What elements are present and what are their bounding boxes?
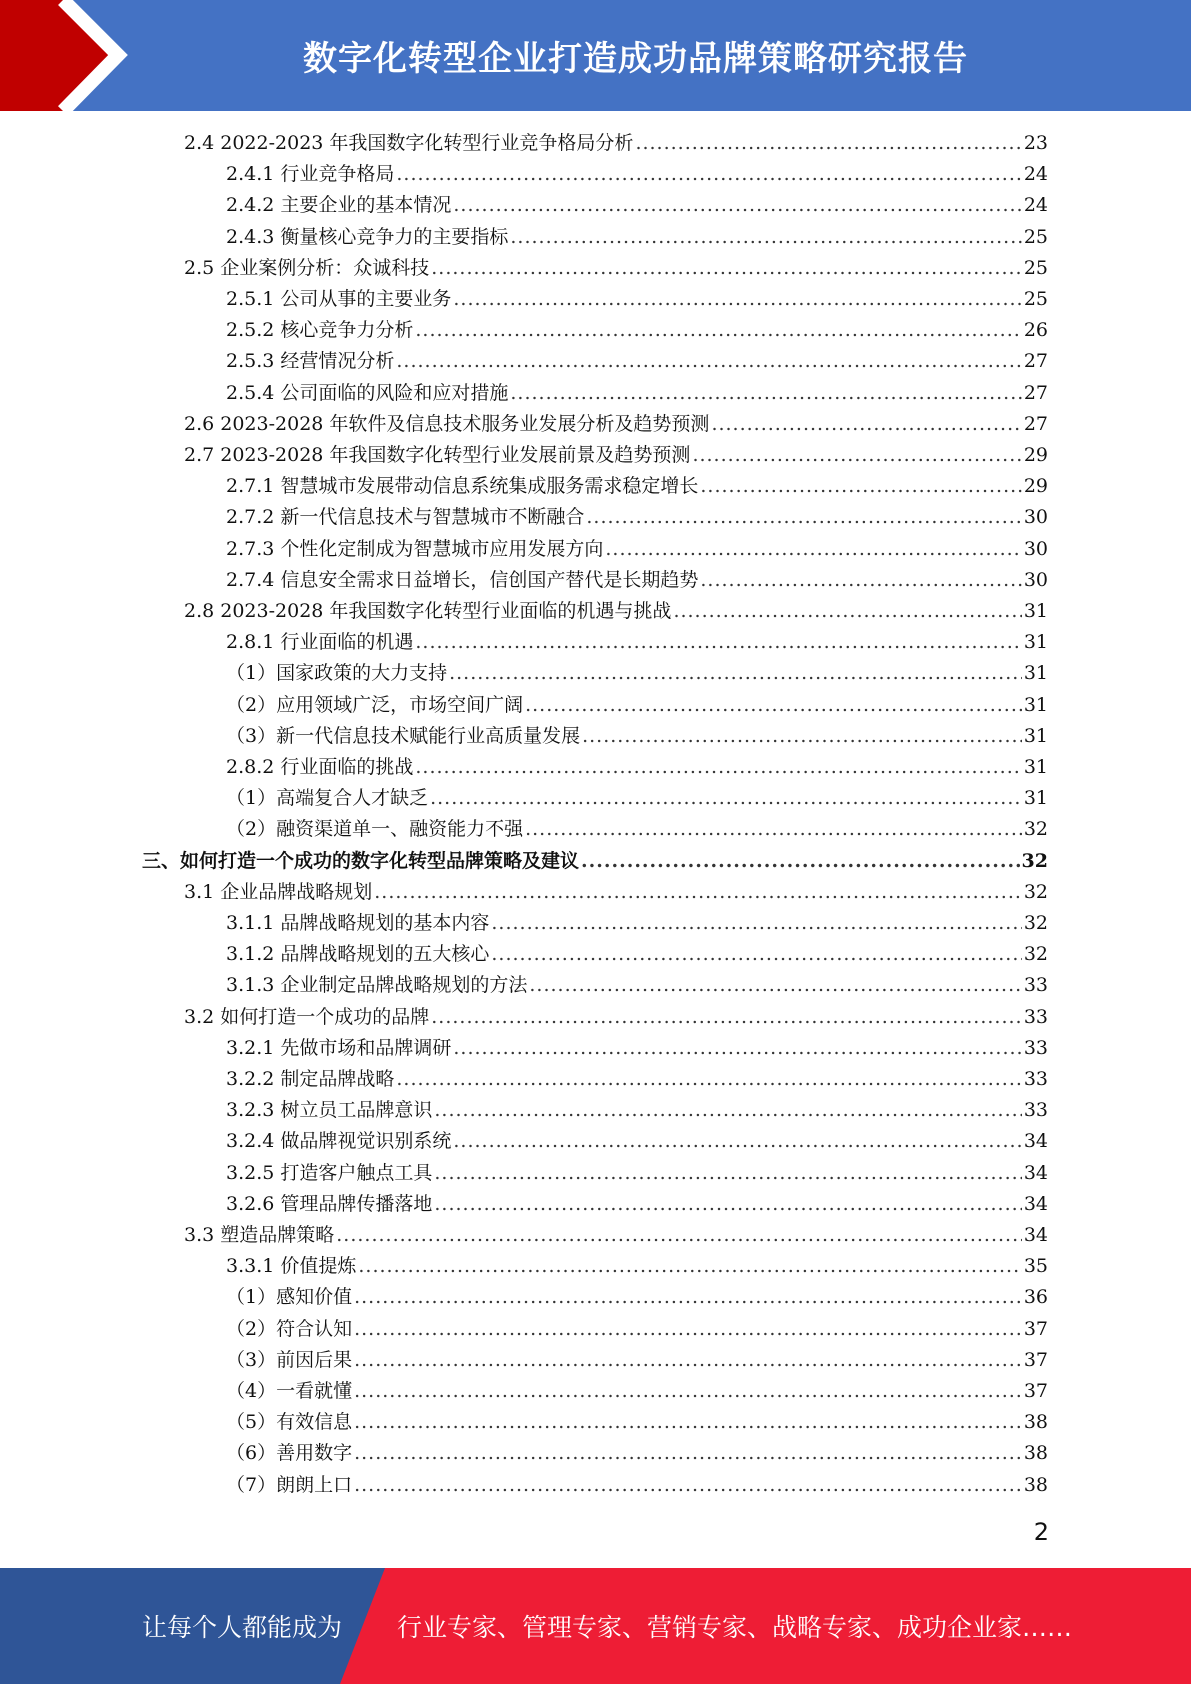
toc-entry-page: 33 xyxy=(1023,1068,1048,1090)
toc-entry[interactable] xyxy=(226,1345,1048,1376)
toc-entry[interactable] xyxy=(226,690,1048,721)
toc-entry[interactable] xyxy=(226,1126,1048,1157)
toc-leader-dots xyxy=(431,253,1022,284)
toc-entry-page: 33 xyxy=(1023,1006,1048,1028)
toc-entry-label: 2.4 2022-2023 年我国数字化转型行业竞争格局分析 xyxy=(184,132,634,154)
toc-entry-label: （3）新一代信息技术赋能行业高质量发展 xyxy=(226,725,581,747)
toc-leader-dots xyxy=(396,1064,1021,1095)
toc-leader-dots xyxy=(434,1189,1021,1220)
toc-entry[interactable] xyxy=(226,1470,1048,1501)
toc-leader-dots xyxy=(354,1470,1022,1501)
toc-entry-label: 2.4.2 主要企业的基本情况 xyxy=(226,194,452,216)
toc-leader-dots xyxy=(581,846,1020,877)
toc-entry[interactable] xyxy=(226,1282,1048,1313)
toc-entry-label: 2.5 企业案例分析：众诚科技 xyxy=(184,257,430,279)
toc-entry-page: 27 xyxy=(1023,350,1048,372)
toc-leader-dots xyxy=(491,908,1021,939)
toc-entry[interactable] xyxy=(184,253,1048,284)
toc-entry-label: 3.2.5 打造客户触点工具 xyxy=(226,1162,433,1184)
toc-entry[interactable] xyxy=(184,440,1048,471)
toc-entry-page: 38 xyxy=(1023,1474,1048,1496)
toc-entry-label: 2.5.1 公司从事的主要业务 xyxy=(226,288,452,310)
toc-leader-dots xyxy=(605,534,1021,565)
toc-entry[interactable] xyxy=(226,1064,1048,1095)
toc-entry[interactable] xyxy=(226,1033,1048,1064)
toc-leader-dots xyxy=(510,222,1021,253)
toc-entry-page: 32 xyxy=(1023,818,1048,840)
toc-entry[interactable] xyxy=(226,222,1048,253)
toc-entry[interactable] xyxy=(226,1376,1048,1407)
toc-entry-label: 2.7.4 信息安全需求日益增长，信创国产替代是长期趋势 xyxy=(226,569,699,591)
toc-entry[interactable] xyxy=(226,315,1048,346)
toc-entry-label: 3.3 塑造品牌策略 xyxy=(184,1224,335,1246)
toc-entry-label: 3.1 企业品牌战略规划 xyxy=(184,881,373,903)
toc-entry-label: （5）有效信息 xyxy=(226,1411,353,1433)
toc-entry[interactable] xyxy=(226,471,1048,502)
toc-entry-label: 2.7 2023-2028 年我国数字化转型行业发展前景及趋势预测 xyxy=(184,444,691,466)
toc-entry[interactable] xyxy=(226,1407,1048,1438)
toc-leader-dots xyxy=(673,596,1021,627)
toc-entry[interactable] xyxy=(226,1251,1048,1282)
toc-entry-page: 25 xyxy=(1023,226,1048,248)
toc-entry-label: 3.2.2 制定品牌战略 xyxy=(226,1068,395,1090)
toc-entry-label: 3.2.1 先做市场和品牌调研 xyxy=(226,1037,452,1059)
toc-entry-page: 34 xyxy=(1023,1130,1048,1152)
toc-entry[interactable] xyxy=(184,877,1048,908)
toc-entry-label: （2）符合认知 xyxy=(226,1318,353,1340)
toc-leader-dots xyxy=(586,502,1021,533)
toc-entry-page: 37 xyxy=(1023,1380,1048,1402)
toc-leader-dots xyxy=(354,1345,1022,1376)
toc-leader-dots xyxy=(374,877,1022,908)
toc-entry-page: 38 xyxy=(1023,1411,1048,1433)
toc-entry-page: 25 xyxy=(1023,288,1048,310)
toc-entry[interactable] xyxy=(226,534,1048,565)
toc-entry-page: 27 xyxy=(1023,413,1048,435)
toc-entry-page: 33 xyxy=(1023,1099,1048,1121)
toc-entry-page: 29 xyxy=(1023,444,1048,466)
toc-entry-label: 2.8 2023-2028 年我国数字化转型行业面临的机遇与挑战 xyxy=(184,600,672,622)
toc-entry-label: （4）一看就懂 xyxy=(226,1380,353,1402)
toc-leader-dots xyxy=(434,1095,1021,1126)
toc-entry-label: （6）善用数字 xyxy=(226,1442,353,1464)
toc-entry[interactable] xyxy=(226,1095,1048,1126)
toc-entry[interactable] xyxy=(226,939,1048,970)
toc-entry[interactable] xyxy=(226,783,1048,814)
toc-leader-dots xyxy=(692,440,1021,471)
toc-entry[interactable] xyxy=(184,1220,1048,1251)
toc-entry-label: （1）高端复合人才缺乏 xyxy=(226,787,429,809)
toc-entry-label: 3.2.3 树立员工品牌意识 xyxy=(226,1099,433,1121)
toc-entry-label: 2.8.2 行业面临的挑战 xyxy=(226,756,414,778)
toc-entry-page: 29 xyxy=(1023,475,1048,497)
toc-entry-page: 37 xyxy=(1023,1318,1048,1340)
toc-leader-dots xyxy=(453,1126,1021,1157)
toc-leader-dots xyxy=(700,565,1021,596)
toc-entry-page: 32 xyxy=(1023,912,1048,934)
toc-entry-label: 2.7.1 智慧城市发展带动信息系统集成服务需求稳定增长 xyxy=(226,475,699,497)
header-arrow-icon xyxy=(0,0,160,111)
toc-leader-dots xyxy=(529,970,1021,1001)
toc-leader-dots xyxy=(700,471,1021,502)
toc-entry[interactable] xyxy=(226,908,1048,939)
toc-entry-label: 三、如何打造一个成功的数字化转型品牌策略及建议 xyxy=(142,850,580,872)
toc-leader-dots xyxy=(354,1438,1022,1469)
toc-entry-label: 3.3.1 价值提炼 xyxy=(226,1255,357,1277)
header-banner xyxy=(0,0,1191,111)
toc-entry-label: 2.4.1 行业竞争格局 xyxy=(226,163,395,185)
toc-entry-page: 31 xyxy=(1023,631,1048,653)
toc-leader-dots xyxy=(453,284,1021,315)
toc-entry[interactable] xyxy=(226,1438,1048,1469)
toc-entry[interactable] xyxy=(226,565,1048,596)
toc-leader-dots xyxy=(434,1158,1021,1189)
toc-entry-page: 27 xyxy=(1023,382,1048,404)
toc-entry-label: 3.1.2 品牌战略规划的五大核心 xyxy=(226,943,490,965)
footer-slogan-left: 让每个人都能成为 xyxy=(142,1613,343,1642)
toc-entry[interactable] xyxy=(184,596,1048,627)
toc-entry-page: 35 xyxy=(1023,1255,1048,1277)
toc-entry-page: 34 xyxy=(1023,1224,1048,1246)
footer-banner xyxy=(0,1568,1191,1684)
toc-entry-page: 26 xyxy=(1023,319,1048,341)
toc-entry-label: 3.1.1 品牌战略规划的基本内容 xyxy=(226,912,490,934)
toc-entry[interactable] xyxy=(226,284,1048,315)
toc-entry-page: 25 xyxy=(1023,257,1048,279)
toc-entry[interactable] xyxy=(226,1314,1048,1345)
toc-leader-dots xyxy=(354,1376,1022,1407)
toc-entry-page: 33 xyxy=(1023,1037,1048,1059)
toc-entry[interactable] xyxy=(226,814,1048,845)
toc-leader-dots xyxy=(358,1251,1021,1282)
toc-leader-dots xyxy=(711,409,1021,440)
toc-leader-dots xyxy=(582,721,1022,752)
toc-entry[interactable] xyxy=(226,721,1048,752)
toc-leader-dots xyxy=(396,346,1021,377)
toc-entry-page: 24 xyxy=(1023,163,1048,185)
toc-entry[interactable] xyxy=(226,627,1048,658)
toc-leader-dots xyxy=(453,190,1021,221)
toc-entry-page: 34 xyxy=(1023,1162,1048,1184)
toc-entry-page: 23 xyxy=(1023,132,1048,154)
toc-entry-page: 31 xyxy=(1023,725,1048,747)
toc-entry-page: 30 xyxy=(1023,538,1048,560)
toc-leader-dots xyxy=(525,690,1022,721)
toc-entry[interactable] xyxy=(226,346,1048,377)
toc-entry[interactable] xyxy=(226,1189,1048,1220)
toc-entry-page: 31 xyxy=(1023,662,1048,684)
toc-entry-page: 36 xyxy=(1023,1286,1048,1308)
toc-entry-label: （7）朗朗上口 xyxy=(226,1474,353,1496)
toc-leader-dots xyxy=(354,1282,1022,1313)
toc-entry-label: 3.1.3 企业制定品牌战略规划的方法 xyxy=(226,974,528,996)
toc-entry[interactable] xyxy=(226,658,1048,689)
toc-entry-label: （1）国家政策的大力支持 xyxy=(226,662,448,684)
toc-entry-label: 3.2 如何打造一个成功的品牌 xyxy=(184,1006,430,1028)
toc-entry-page: 32 xyxy=(1023,943,1048,965)
toc-entry[interactable] xyxy=(226,970,1048,1001)
toc-leader-dots xyxy=(415,627,1021,658)
document-title: 数字化转型企业打造成功品牌策略研究报告 xyxy=(303,39,968,79)
toc-leader-dots xyxy=(635,128,1021,159)
toc-entry-page: 32 xyxy=(1021,850,1048,872)
toc-leader-dots xyxy=(453,1033,1021,1064)
toc-leader-dots xyxy=(430,783,1022,814)
toc-entry[interactable] xyxy=(184,1002,1048,1033)
toc-entry-label: 2.7.3 个性化定制成为智慧城市应用发展方向 xyxy=(226,538,604,560)
toc-entry[interactable] xyxy=(184,128,1048,159)
toc-leader-dots xyxy=(525,814,1022,845)
toc-entry-label: 2.4.3 衡量核心竞争力的主要指标 xyxy=(226,226,509,248)
toc-leader-dots xyxy=(491,939,1021,970)
toc-leader-dots xyxy=(354,1407,1022,1438)
footer-slogan-right: 行业专家、管理专家、营销专家、战略专家、成功企业家…… xyxy=(397,1613,1073,1642)
toc-entry-page: 31 xyxy=(1023,600,1048,622)
toc-entry-label: （2）融资渠道单一、融资能力不强 xyxy=(226,818,524,840)
toc-entry[interactable] xyxy=(226,190,1048,221)
toc-entry-page: 31 xyxy=(1023,694,1048,716)
page-number: 2 xyxy=(1033,1518,1049,1546)
toc-leader-dots xyxy=(354,1314,1022,1345)
toc-leader-dots xyxy=(449,658,1022,689)
toc-entry[interactable] xyxy=(226,502,1048,533)
toc-entry[interactable] xyxy=(142,846,1048,877)
toc-entry[interactable] xyxy=(184,409,1048,440)
toc-entry-page: 31 xyxy=(1023,787,1048,809)
toc-entry-label: 2.5.3 经营情况分析 xyxy=(226,350,395,372)
toc-leader-dots xyxy=(510,378,1021,409)
toc-entry-page: 38 xyxy=(1023,1442,1048,1464)
toc-entry-label: （2）应用领域广泛，市场空间广阔 xyxy=(226,694,524,716)
toc-entry-page: 30 xyxy=(1023,506,1048,528)
toc-entry-page: 30 xyxy=(1023,569,1048,591)
toc-leader-dots xyxy=(396,159,1021,190)
toc-leader-dots xyxy=(415,752,1021,783)
toc-entry-label: 2.5.2 核心竞争力分析 xyxy=(226,319,414,341)
toc-entry[interactable] xyxy=(226,752,1048,783)
toc-entry-page: 24 xyxy=(1023,194,1048,216)
toc-entry-page: 34 xyxy=(1023,1193,1048,1215)
toc-leader-dots xyxy=(415,315,1021,346)
toc-entry[interactable] xyxy=(226,1158,1048,1189)
toc-leader-dots xyxy=(336,1220,1022,1251)
toc-entry-page: 31 xyxy=(1023,756,1048,778)
toc-entry-label: 3.2.4 做品牌视觉识别系统 xyxy=(226,1130,452,1152)
toc-entry-label: （3）前因后果 xyxy=(226,1349,353,1371)
toc-leader-dots xyxy=(431,1002,1022,1033)
toc-entry-label: （1）感知价值 xyxy=(226,1286,353,1308)
toc-entry-label: 2.5.4 公司面临的风险和应对措施 xyxy=(226,382,509,404)
toc-entry-page: 32 xyxy=(1023,881,1048,903)
toc-entry[interactable] xyxy=(226,159,1048,190)
toc-entry-page: 37 xyxy=(1023,1349,1048,1371)
toc-entry-label: 2.8.1 行业面临的机遇 xyxy=(226,631,414,653)
toc-entry-label: 3.2.6 管理品牌传播落地 xyxy=(226,1193,433,1215)
toc-entry-label: 2.6 2023-2028 年软件及信息技术服务业发展分析及趋势预测 xyxy=(184,413,710,435)
toc-entry[interactable] xyxy=(226,378,1048,409)
toc-entry-page: 33 xyxy=(1023,974,1048,996)
toc-entry-label: 2.7.2 新一代信息技术与智慧城市不断融合 xyxy=(226,506,585,528)
